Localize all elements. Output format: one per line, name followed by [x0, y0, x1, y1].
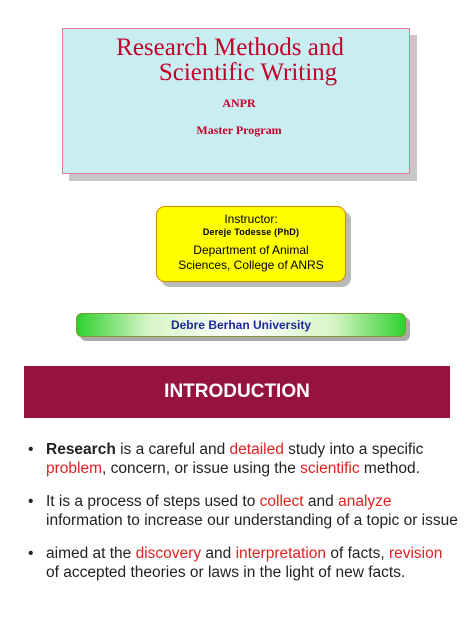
bullet3-t7: of accepted theories or laws in the light of new facts. — [46, 564, 406, 581]
bullet-dot-icon: • — [28, 493, 34, 510]
program-name: Master Program — [196, 123, 282, 137]
bullet2-t3: and — [303, 493, 339, 510]
university-bar: Debre Berhan University — [76, 313, 406, 337]
bullet-dot-icon: • — [28, 545, 34, 562]
bullet1-t7: scientific — [300, 460, 360, 477]
bullet3-t6: revision — [388, 545, 443, 562]
bullet1-t2: is a careful and — [115, 441, 230, 458]
bullet3-t1: aimed at the — [46, 545, 136, 562]
bullet-item — [28, 492, 458, 530]
bullet1-t8: method. — [359, 460, 420, 477]
bullet1-t1: Research — [46, 441, 116, 458]
program-code: ANPR — [222, 96, 256, 110]
title-line-2: Scientific Writing — [158, 59, 338, 86]
bullet-item — [28, 544, 458, 582]
bullet2-t1: It is a process of steps used to — [46, 493, 260, 510]
bullet-item — [28, 440, 458, 478]
bullet-list — [28, 440, 458, 596]
bullet-dot-icon: • — [28, 441, 34, 458]
bullet3-t4: interpretation — [235, 545, 327, 562]
bullet3-t3: and — [201, 545, 236, 562]
department — [157, 243, 345, 273]
intro-heading: INTRODUCTION — [24, 366, 450, 418]
bullet3-t2: discovery — [135, 545, 202, 562]
bullet1-t5: problem — [46, 460, 102, 477]
instructor-name: Dereje Todesse (PhD) — [202, 227, 300, 237]
bullet1-t6: , concern, or issue using the — [102, 460, 301, 477]
bullet2-t5: information to increase our understanding of a topic or issue — [46, 512, 458, 529]
instructor-box — [156, 206, 346, 282]
department-line-1: Department of Animal — [193, 243, 309, 257]
title-line-1: Research Methods and — [116, 34, 344, 61]
bullet1-t3: detailed — [229, 441, 284, 458]
title-box — [62, 28, 410, 174]
bullet2-t4: analyze — [338, 493, 392, 510]
bullet2-t2: collect — [259, 493, 304, 510]
bullet1-t4: study into a specific — [283, 441, 424, 458]
instructor-label: Instructor: — [224, 212, 278, 226]
bullet3-t5: of facts, — [326, 545, 389, 562]
department-line-2: Sciences, College of ANRS — [178, 258, 324, 272]
